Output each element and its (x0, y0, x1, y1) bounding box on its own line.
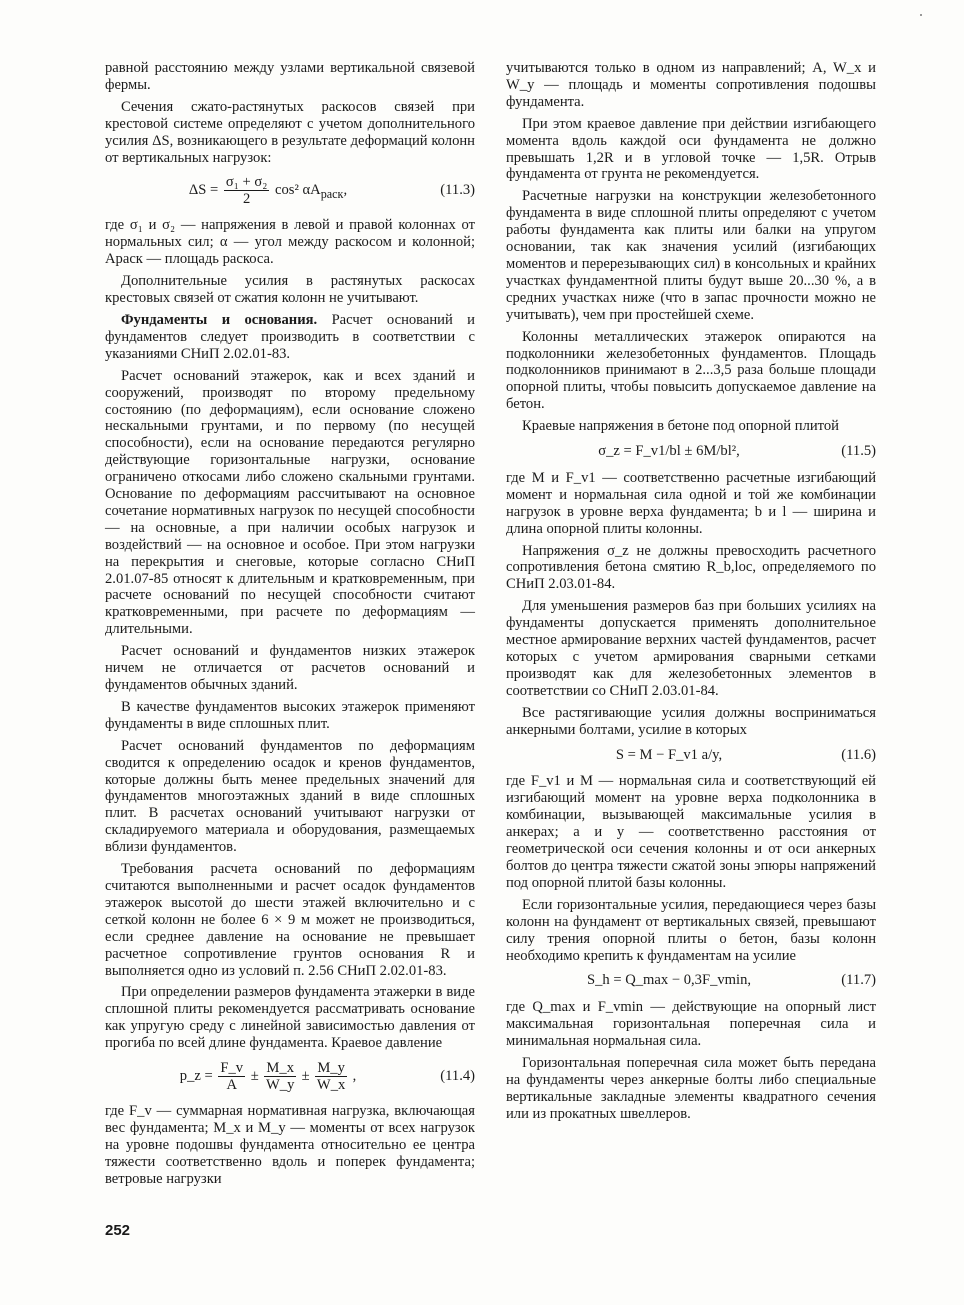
eq-subscript: раск (320, 187, 344, 202)
paragraph: равной расстоянию между узлами вертикальной связевой фермы. (105, 60, 475, 93)
eq-denominator: W_x (316, 1077, 346, 1094)
eq-denominator: 2 (242, 191, 251, 208)
page-number: 252 (105, 1222, 131, 1239)
eq-fraction (218, 1060, 245, 1093)
equation-number: (11.6) (841, 746, 876, 763)
paragraph: Сечения сжато-растянутых раскосов связей при крестовой системе определяют с учетом дополнительного усилия ΔS, возникающего в результате деформаций колонн от вертикальных нагрузок: (105, 98, 475, 166)
paragraph: где M и F_v1 — соответственно расчетные изгибающий момент и нормальная сила одной и той же комбинации нагрузок в уровне верха фундамента; b и l — ширина и длина опорной плиты колонны. (506, 469, 876, 537)
paragraph: Для уменьшения размеров баз при больших усилиях на фундаменты допускается применять дополнительное местное армирование верхних частей фундаментов, расчет которых с учетом армирования сварными сетками производят как для железобетонных элементов в соответствии со СНиП 2.03.01-84. (506, 598, 876, 699)
eq-numerator: F_v (220, 1060, 244, 1077)
eq-fraction (315, 1060, 347, 1093)
eq-operator: ± (301, 1067, 310, 1084)
eq-comma: , (343, 182, 348, 199)
paragraph: Краевые напряжения в бетоне под опорной плитой (522, 418, 839, 435)
eq-rhs: cos² αA (275, 182, 321, 199)
paragraph: где F_v1 и M — нормальная сила и соответствующий ей изгибающий момент на уровне верха подколонника в комбинации, вызывающей максимальные усилия в анкерах; a и y — соответственно расстояния от геометрической оси сечения колонны и от оси анкерных болтов до центра тяжести сжатой зоны эпюры напряжений под опорной плитой базы колонны. (506, 773, 876, 891)
left-column (105, 60, 475, 1193)
eq-numerator: σ₁ + σ₂ (225, 174, 268, 191)
eq-denominator: A (226, 1077, 237, 1094)
paragraph: где F_v — суммарная нормативная нагрузка, включающая вес фундамента; M_x и M_y — моменты от всех нагрузок на уровне подошвы фундамента относительно ее центра тяжести соответственно вдоль и поперек фундамента; ветровые нагрузки (105, 1103, 475, 1187)
equation-number: (11.7) (841, 972, 876, 989)
equation-11-3 (105, 174, 475, 207)
right-column (506, 60, 876, 1128)
paragraph: При этом краевое давление при действии изгибающего момента вдоль каждой оси фундамента не должно превышать 1,2R и в угловой точке — 1,5R. Отрыв фундамента от грунта не рекомендуется. (506, 115, 876, 183)
eq-fraction (264, 1060, 296, 1093)
paragraph: Напряжения σ_z не должны превосходить расчетного сопротивления бетона смятию R_b,loc, определяемого по СНиП 2.03.01-84. (506, 542, 876, 593)
equation-11-7 (506, 972, 876, 989)
eq-expression: S_h = Q_max − 0,3F_vmin, (586, 972, 752, 989)
eq-operator: ± (250, 1067, 259, 1084)
paragraph: Расчет оснований и фундаментов низких этажерок ничем не отличается от расчетов оснований и фундаментов обычных зданий. (105, 643, 475, 693)
paragraph (105, 312, 475, 363)
eq-expression: S = M − F_v1 a/y, (615, 746, 723, 763)
paragraph: Все растягивающие усилия должны восприниматься анкерными болтами, усилие в которых (506, 704, 876, 738)
paragraph: где Q_max и F_vmin — действующие на опорный лист максимальная горизонтальная поперечная сила и минимальная нормальная сила. (506, 999, 876, 1050)
equation-number: (11.3) (440, 182, 475, 199)
paragraph: Колонны металлических этажерок опираются на подколонники железобетонных фундаментов. Площадь подколонников принимают в 2...3,5 раза больше площади опорной плиты, чтобы повысить допускаемое давление на бетон. (506, 328, 876, 413)
eq-lhs: ΔS = (188, 182, 219, 199)
paragraph: Расчет оснований фундаментов по деформациям сводится к определению осадок и кренов фундаментов, которые должны быть менее предельных значений для фундаментов многоэтажных зданий в виде сплошных плит. В расчетах оснований учитывают нагрузки от складируемого материала и оборудования, размещаемых вблизи фундаментов. (105, 737, 475, 856)
paragraph: Дополнительные усилия в растянутых раскосах крестовых связей от сжатия колонн не учитывают. (105, 273, 475, 307)
eq-lhs: p_z = (179, 1067, 213, 1084)
eq-fraction (224, 174, 269, 207)
paragraph: Расчет оснований этажерок, как и всех зданий и сооружений, производят по второму предельному состоянию (по деформациям), если основание сложено нескальными грунтами, и по первому (по несущей способности), если на основание передаются регулярно действующие горизонтальные нагрузки, основание ограничено откосами либо сложено скальными грунтами. Основание по деформациям рассчитывают на основное сочетание нормативных нагрузок по несущей способности — на основные, а при наличии особых нагрузок и воздействий — на основное и особое. При этом нагрузки на перекрытия и снеговые, которые согласно СНиП 2.01.07-85 относят к длительным и кратковременным, при расчете оснований по несущей способности считают кратковременными, при расчете по деформациям — длительными. (105, 367, 475, 638)
paragraph-text: Расчет оснований и фундаментов следует производить в соответствии с указаниями СНиП 2.02.01-83. (105, 311, 475, 362)
paragraph: где σ₁ и σ₂ — напряжения в левой и правой колоннах от нормальных сил; α — угол между раскосом и колонной; Aраск — площадь раскоса. (105, 217, 475, 268)
paragraph: При определении размеров фундамента этажерки в виде сплошной плиты рекомендуется рассматривать основание как упругую среду с линейной зависимостью давления от прогиба по всей длине фундамента. Краевое давление (105, 984, 475, 1052)
equation-11-6 (506, 747, 876, 764)
paragraph: учитываются только в одном из направлений; A, W_x и W_y — площадь и моменты сопротивления подошвы фундамента. (506, 60, 876, 110)
scan-mark (920, 14, 922, 16)
eq-denominator: W_y (266, 1077, 295, 1094)
equation-11-4 (105, 1060, 475, 1093)
paragraph: Требования расчета оснований по деформациям считаются выполненными и расчет осадок фундаментов этажерок высотой до шести этажей включительно и с сеткой колонн не более 6 × 9 м может не производиться, если среднее давление на основание не превышает расчетное сопротивление грунтов основания R и выполняется одно из условий п. 2.56 СНиП 2.02.01-83. (105, 861, 475, 979)
paragraph: В качестве фундаментов высоких этажерок применяют фундаменты в виде сплошных плит. (105, 698, 475, 732)
eq-numerator: M_x (266, 1060, 294, 1077)
eq-expression: σ_z = F_v1/bl ± 6M/bl², (598, 443, 740, 460)
paragraph: Если горизонтальные усилия, передающиеся через базы колонн на фундамент от вертикальных связей, превышают силу трения опорной плиты о бетон, базы колонн необходимо крепить к фундаментам на усилие (506, 896, 876, 964)
section-heading: Фундаменты и основания. (121, 311, 318, 328)
paragraph: Горизонтальная поперечная сила может быть передана на фундаменты через анкерные болты либо специальные вертикальные закладные элементы квадратного сечения или из прокатных швеллеров. (506, 1055, 876, 1122)
equation-number: (11.4) (440, 1068, 475, 1085)
equation-11-5 (506, 443, 876, 460)
paragraph: Расчетные нагрузки на конструкции железобетонного фундамента в виде сплошной плиты определяют с учетом работы фундамента как плиты или балки на упругом основании, так как значения усилий (изгибающих моментов и перерезывающих сил) в консольных и крайних участках фундаментной плиты будут выше 20...30 %, а в средних участках ниже (что в запас прочности можно не учитывать), чем при простейшей схеме. (506, 188, 876, 323)
eq-comma: , (352, 1067, 357, 1084)
eq-numerator: M_y (317, 1060, 345, 1077)
equation-number: (11.5) (841, 443, 876, 460)
